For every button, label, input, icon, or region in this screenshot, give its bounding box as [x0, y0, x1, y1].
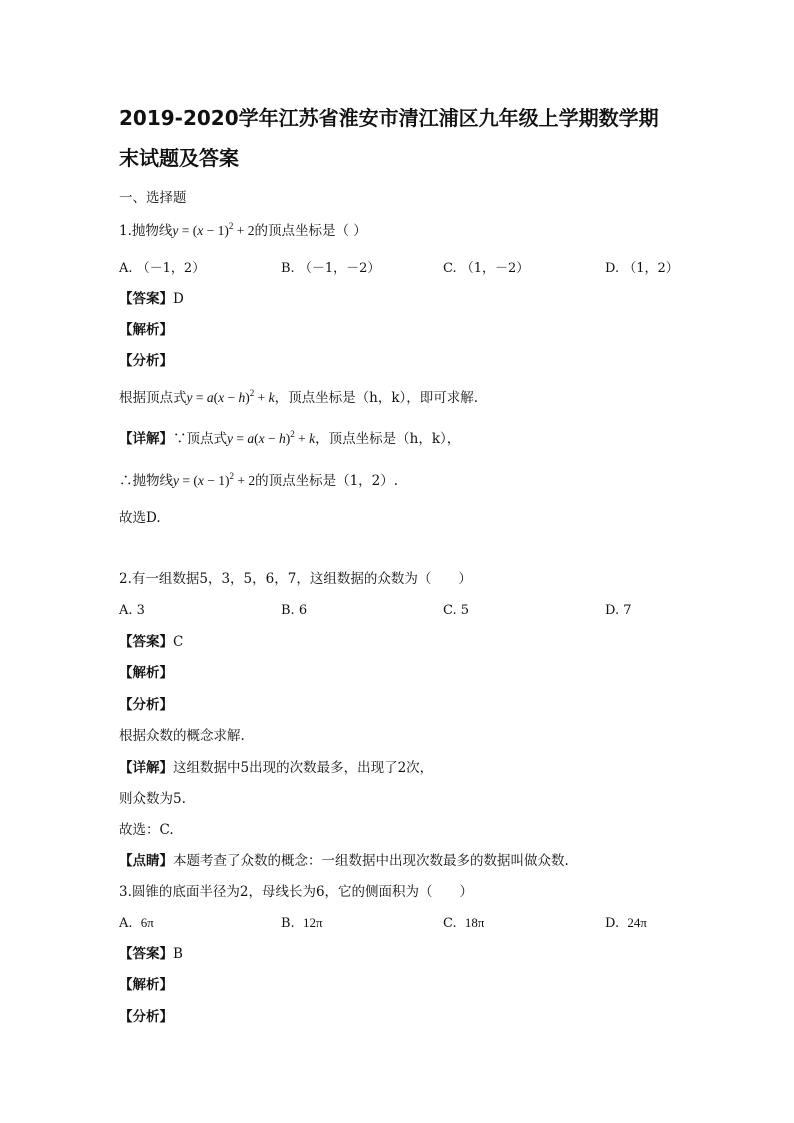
answer-label: 【答案】: [119, 634, 173, 650]
q1-formula: y: [173, 473, 179, 488]
q2-fenxi-label: 【分析】: [119, 697, 173, 713]
q3-jiexi-label: 【解析】: [119, 977, 173, 993]
answer-label: 【答案】: [119, 946, 173, 962]
dianjing-label: 【点睛】: [119, 853, 173, 869]
q1-therefore-prefix: ∴抛物线: [119, 473, 173, 489]
q2-option-b: B. 6: [281, 603, 308, 618]
q3-stem: 3.圆锥的底面半径为2，母线长为6，它的侧面积为（ ）: [119, 884, 474, 900]
vertex-form-formula: y: [186, 390, 193, 405]
q1-answer: [119, 290, 184, 308]
q3-option-c-label: C.: [443, 916, 457, 931]
q1-answer-value: D: [173, 291, 184, 307]
q1-option-d: D. （1，2）: [605, 261, 679, 276]
q1-conclusion: 故选D.: [119, 510, 161, 526]
q3-answer: [119, 945, 183, 963]
q3-option-d: [605, 914, 647, 933]
q1-detail-prefix: ∵顶点式: [173, 431, 227, 447]
q2-detail-2: 则众数为5.: [119, 791, 186, 807]
q2-option-d: D. 7: [605, 603, 632, 618]
q2-detail-text: 这组数据中5出现的次数最多，出现了2次，: [173, 760, 434, 776]
q1-therefore-suffix: 的顶点坐标是（1，2）.: [255, 473, 399, 489]
q3-option-a: [119, 914, 154, 933]
q2-option-c: C. 5: [443, 603, 470, 618]
q1-option-a: A. （－1，2）: [119, 261, 206, 276]
q2-analysis: 根据众数的概念求解.: [119, 728, 245, 744]
q3-option-c: [443, 914, 484, 933]
q1-analysis-prefix: 根据顶点式: [119, 390, 187, 406]
q1-jiexi-label: 【解析】: [119, 322, 173, 338]
q3-option-d-label: D.: [605, 916, 620, 931]
q3-option-b-value: 12π: [302, 915, 323, 930]
q1-option-b: B. （－1，－2）: [281, 261, 381, 276]
xiangjie-label: 【详解】: [119, 760, 173, 776]
q2-option-a: A. 3: [119, 603, 145, 618]
q3-fenxi-label: 【分析】: [119, 1009, 173, 1025]
q3-option-b-label: B.: [281, 916, 295, 931]
q2-stem: 2.有一组数据5，3，5，6，7，这组数据的众数为（ ）: [119, 571, 472, 587]
q2-answer: [119, 633, 183, 651]
q1-formula: y: [172, 223, 179, 238]
q1-stem: 1.抛物线$y = (x - 1)^2 + 2$的顶点坐标是（ ）: [119, 221, 367, 239]
q1-analysis-suffix: ，顶点坐标是（h，k），即可求解.: [274, 390, 479, 406]
q2-comment-text: 本题考查了众数的概念：一组数据中出现次数最多的数据叫做众数.: [173, 853, 569, 869]
q3-option-b: [281, 914, 323, 933]
q1-stem-suffix: 的顶点坐标是（ ）: [254, 223, 367, 239]
document-title-line-1: 2019-2020学年江苏省淮安市清江浦区九年级上学期数学期: [119, 106, 659, 130]
section-heading: 一、选择题: [119, 190, 187, 206]
q1-fenxi-label: 【分析】: [119, 353, 173, 369]
q1-option-c: C. （1，－2）: [443, 261, 530, 276]
q3-option-c-value: 18π: [464, 915, 485, 930]
answer-label: 【答案】: [119, 291, 173, 307]
q1-detail-suffix: ，顶点坐标是（h，k），: [315, 431, 461, 447]
q2-jiexi-label: 【解析】: [119, 665, 173, 681]
q2-conclusion: 故选：C.: [119, 822, 174, 838]
q2-answer-value: C: [173, 634, 184, 650]
q1-therefore: ∴抛物线$y = (x - 1)^2 + 2$的顶点坐标是（1，2）.: [119, 471, 399, 489]
document-title-line-2: 末试题及答案: [119, 146, 239, 170]
q3-option-d-value: 24π: [627, 915, 647, 930]
q1-detail: 【详解】∵顶点式$y = a(x - h)^2 + k$，顶点坐标是（h，k），: [119, 429, 461, 447]
vertex-form-formula: y: [227, 431, 233, 446]
q2-detail: [119, 759, 433, 777]
xiangjie-label: 【详解】: [119, 431, 173, 447]
q3-option-a-label: A.: [119, 916, 133, 931]
q2-comment: [119, 852, 569, 870]
q3-option-a-value: 6π: [140, 915, 154, 930]
q3-answer-value: B: [173, 946, 183, 962]
q1-analysis: 根据顶点式$y = a(x - h)^2 + k$，顶点坐标是（h，k），即可求解.: [119, 388, 479, 406]
q1-stem-prefix: 1.抛物线: [119, 223, 173, 239]
